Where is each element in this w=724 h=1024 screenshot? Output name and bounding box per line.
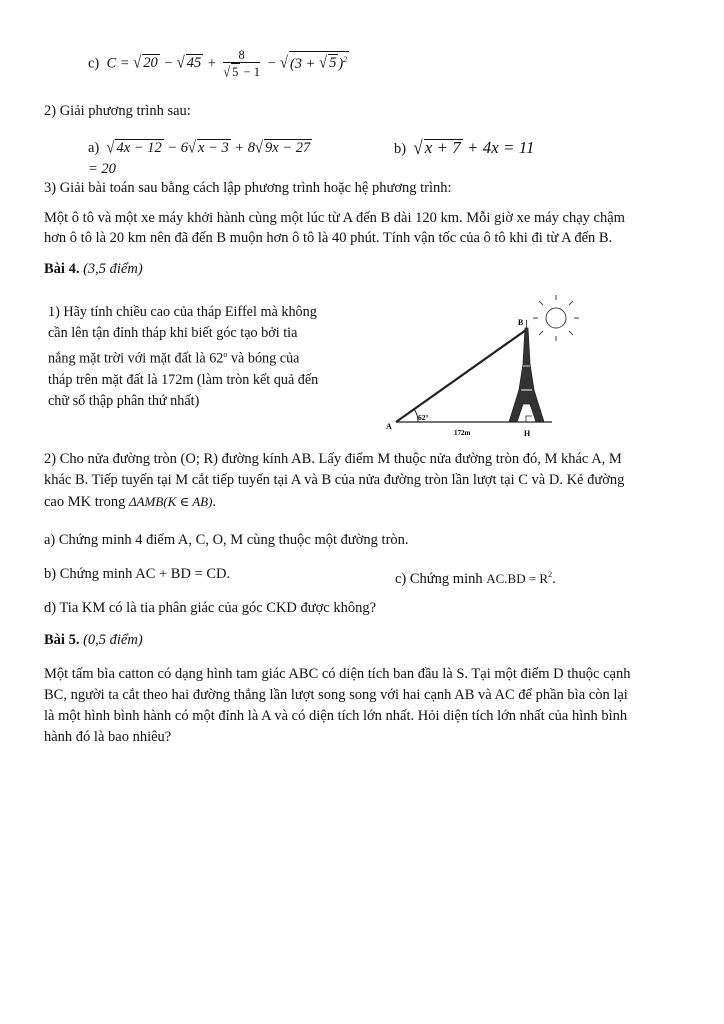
q3-text-line1: Một ô tô và một xe máy khởi hành cùng một lúc từ A đến B dài 120 km. Mỗi giờ xe máy chạy chậm	[44, 210, 625, 226]
bai5-line3: là một hình bình hành có một đỉnh là A và có diện tích lớn nhất. Hỏi diện tích lớn nhất của hình bình	[44, 708, 628, 724]
label-A: A	[386, 422, 392, 431]
bai4-heading: Bài 4. (3,5 điểm)	[44, 261, 143, 277]
q3-heading: 3) Giải bài toán sau bằng cách lập phương trình hoặc hệ phương trình:	[44, 180, 452, 196]
q3-text-line2: hơn ô tô là 20 km nên đã đến B muộn hơn ô tô là 40 phút. Tính vận tốc của ô tô khi đi từ A đến B.	[44, 230, 613, 246]
q2-heading: 2) Giải phương trình sau:	[44, 103, 191, 119]
q1c-label: c)	[88, 55, 100, 72]
sun-icon	[533, 295, 579, 341]
q2b-equation: b) √ x + 7 + 4x = 11	[394, 136, 535, 159]
bai5-line1: Một tấm bìa catton có dạng hình tam giác ABC có diện tích ban đầu là S. Tại một điểm D thuộc cạnh	[44, 666, 631, 682]
bai4-part2-b: b) Chứng minh AC + BD = CD.	[44, 566, 231, 582]
bai4-part1-text: 1) Hãy tính chiều cao của tháp Eiffel mà không cần lên tận đỉnh tháp khi biết góc tạo bởi tia nắng mặt trời với mặt đất là 62$^o$ và bóng của tháp trên mặt đất là 172m (làm tròn kết quả đến chữ số thập phân thứ nhất)	[48, 304, 319, 409]
bai5-heading: Bài 5. (0,5 điểm)	[44, 632, 143, 648]
bai4-part2-line2: khác B. Tiếp tuyến tại M cắt tiếp tuyến tại A và B của nửa đường tròn lần lượt tại C và D. Kẻ đường	[44, 472, 625, 488]
bai4-part2-d: d) Tia KM có là tia phân giác của góc CKD được không?	[44, 600, 377, 616]
bai4-part2-line3: cao MK trong ΔAMB(K ∈ AB).	[44, 494, 217, 510]
label-H: H	[524, 429, 531, 438]
label-angle: 62°	[418, 413, 429, 422]
q2a-equation: a) √ 4x − 12 − 6√ x − 3 + 8√ 9x − 27 = 20	[88, 138, 311, 177]
eiffel-tower-figure	[384, 294, 584, 444]
q1c-expression: c) C = √ 20 − √ 45 + $\frac{8}{√ 5 - 1}$ − √ (3 + √ 5 )$^2$	[88, 48, 348, 81]
sun-ray-line	[396, 330, 526, 422]
right-angle-marker	[526, 416, 532, 422]
bai5-line4: hành đó là bao nhiêu?	[44, 729, 172, 745]
q1c-fraction: $\frac{8}{√ 5 - 1}$	[223, 48, 260, 81]
bai4-part2-a: a) Chứng minh 4 điểm A, C, O, M cùng thuộc một đường tròn.	[44, 532, 409, 548]
label-length: 172m	[454, 429, 471, 437]
label-B: B	[518, 318, 524, 327]
bai4-part2-c: c) Chứng minh $AC.BD = R^2$.	[395, 570, 556, 587]
bai4-part2-line1: 2) Cho nửa đường tròn (O; R) đường kính AB. Lấy điểm M thuộc nửa đường tròn đó, M khác A, M	[44, 451, 622, 467]
bai5-line2: BC, người ta cắt theo hai đường thẳng lần lượt song song với hai cạnh AB và AC để phần bìa còn lại	[44, 687, 628, 703]
eiffel-tower-icon	[509, 320, 544, 422]
